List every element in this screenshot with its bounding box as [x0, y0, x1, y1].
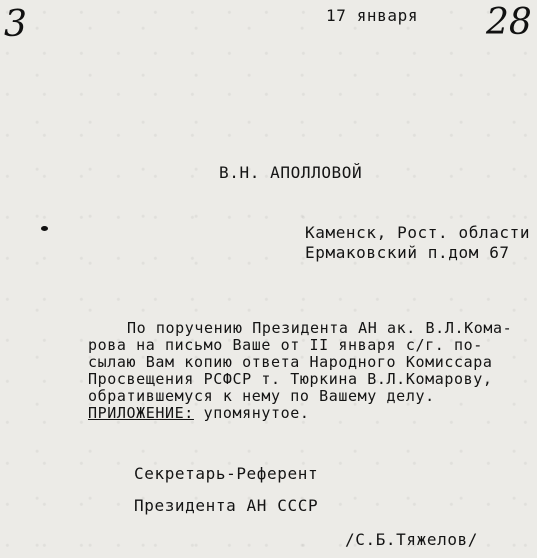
body-line: сылаю Вам копию ответа Народного Комиссара: [88, 353, 493, 371]
attachment-text: упомянутое.: [193, 404, 310, 422]
ink-blot: [41, 226, 48, 231]
attachment-label: ПРИЛОЖЕНИЕ:: [88, 404, 194, 422]
date: 17 января: [326, 6, 419, 25]
page-number-left: 3: [4, 4, 27, 45]
address-line-1: Каменск, Рост. области: [305, 223, 531, 242]
signature-title-2: Президента АН СССР: [134, 496, 319, 515]
page-number-right: 28: [486, 2, 532, 43]
signatory-name: /С.Б.Тяжелов/: [345, 530, 479, 549]
body-line: Просвещения РСФСР т. Тюркина В.Л.Комарову,: [88, 370, 493, 388]
attachment-line: [88, 404, 310, 422]
body-line: По поручению Президента АН ак. В.Л.Кома-: [127, 319, 513, 337]
address-line-2: Ермаковский п.дом 67: [305, 243, 510, 262]
addressee-name: В.Н. АПОЛЛОВОЙ: [219, 163, 363, 182]
body-line: обратившемуся к нему по Вашему делу.: [88, 387, 435, 405]
body-line: рова на письмо Ваше от II января с/г. по-: [88, 336, 483, 354]
signature-title-1: Секретарь-Референт: [134, 464, 319, 483]
